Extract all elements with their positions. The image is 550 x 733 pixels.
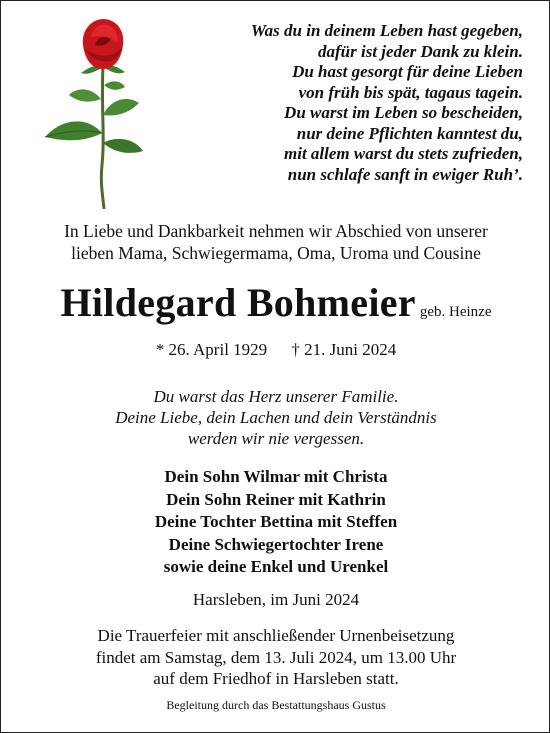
family-member: Deine Tochter Bettina mit Steffen [154, 512, 398, 531]
service-line: findet am Samstag, dem 13. Juli 2024, um 13.00 Uhr [95, 647, 457, 667]
poem-line: dafür ist jeder Dank zu klein. [318, 41, 523, 61]
intro-line: lieben Mama, Schwiegermama, Oma, Uroma und Cousine [71, 243, 481, 263]
family-member: Dein Sohn Reiner mit Kathrin [166, 489, 386, 509]
deceased-heading [1, 279, 550, 326]
poem [163, 21, 523, 185]
family-member: Deine Schwiegertochter Irene [168, 534, 384, 554]
quote-line: Du warst das Herz unserer Familie. [153, 387, 399, 406]
poem-line: von früh bis spät, tagaus tagein. [298, 82, 523, 102]
death-date: † 21. Juni 2024 [291, 340, 397, 359]
place-date: Harsleben, im Juni 2024 [192, 590, 360, 609]
funeral-service-info [1, 625, 550, 690]
poem-line: Du warst im Leben so bescheiden, [284, 103, 523, 122]
rose-icon [31, 15, 161, 211]
poem-line: mit allem warst du stets zufrieden, [284, 144, 523, 163]
family-member: Dein Sohn Wilmar mit Christa [164, 467, 388, 486]
family-member: sowie deine Enkel und Urenkel [163, 557, 389, 576]
family-list [1, 466, 550, 579]
quote-line: werden wir nie vergessen. [187, 429, 365, 448]
poem-line: Du hast gesorgt für deine Lieben [292, 62, 523, 81]
poem-line: Was du in deinem Leben hast gegeben, [250, 21, 523, 40]
service-line: Die Trauerfeier mit anschließender Urnenbeisetzung [97, 626, 455, 645]
poem-line: nur deine Pflichten kanntest du, [296, 123, 523, 143]
memorial-quote [1, 386, 550, 449]
deceased-name: Hildegard Bohmeier [60, 280, 416, 325]
quote-line: Deine Liebe, dein Lachen und dein Verständnis [115, 408, 437, 427]
birth-date: * 26. April 1929 [155, 340, 268, 359]
service-line: auf dem Friedhof in Harsleben statt. [153, 669, 399, 688]
intro-line: In Liebe und Dankbarkeit nehmen wir Abschied von unserer [64, 221, 488, 241]
undertaker-credit: Begleitung durch das Bestattungshaus Gustus [166, 698, 386, 712]
intro-text [1, 220, 550, 264]
birth-name: geb. Heinze [419, 304, 492, 320]
life-dates [1, 340, 550, 360]
poem-line: nun schlafe sanft in ewiger Ruh’. [287, 164, 523, 184]
